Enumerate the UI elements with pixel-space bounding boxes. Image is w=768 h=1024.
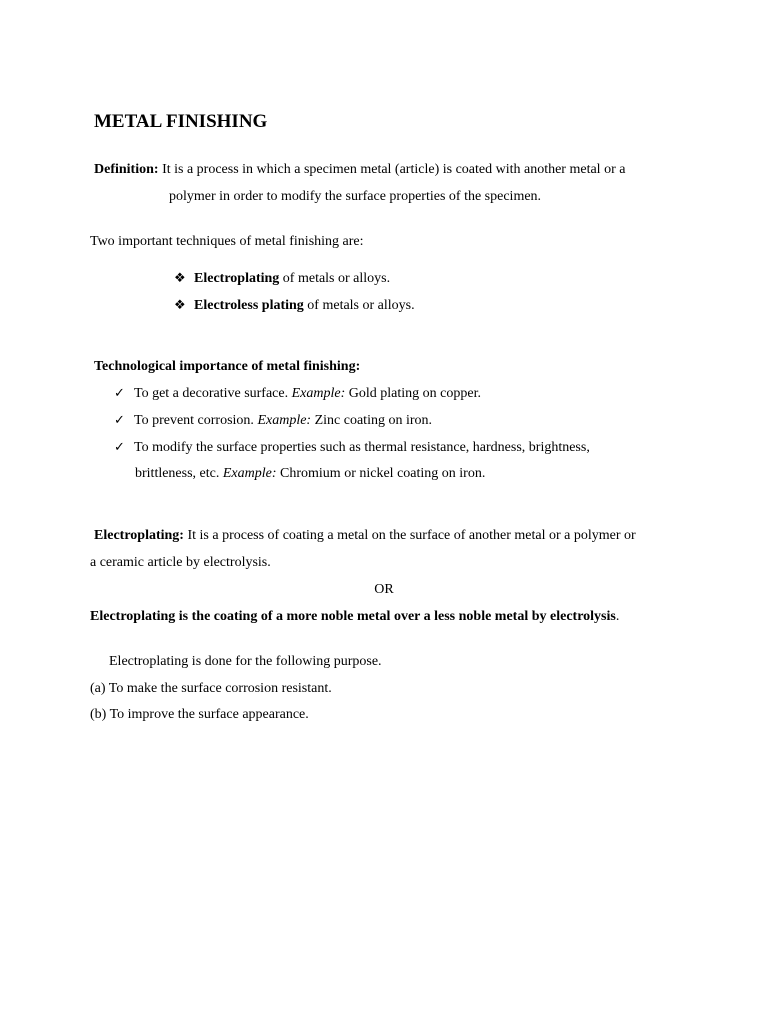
importance-heading-text: Technological importance of metal finishing: (94, 359, 361, 374)
diamond-bullet-icon: ❖ (174, 270, 186, 285)
importance-item (114, 411, 432, 430)
definition-label: Definition: (94, 162, 159, 177)
importance-item-text: brittleness, etc. (135, 466, 223, 481)
importance-heading (94, 358, 360, 376)
purpose-item: (a) To make the surface corrosion resistant. (90, 681, 332, 696)
importance-item-text: To modify the surface properties such as thermal resistance, hardness, brightness, (134, 440, 590, 455)
electroplating-text-1: It is a process of coating a metal on the surface of another metal or a polymer or (183, 528, 636, 543)
definition-line-1 (94, 161, 625, 179)
technique-rest: of metals or alloys. (303, 298, 415, 313)
example-label: Example: (257, 413, 312, 428)
importance-item (114, 438, 590, 457)
technique-item (174, 296, 415, 315)
page-title: METAL FINISHING (94, 111, 268, 132)
importance-item-text: To prevent corrosion. (134, 413, 258, 428)
definition-text-1: It is a process in which a specimen metal (article) is coated with another metal or a (158, 162, 626, 177)
check-icon: ✓ (114, 412, 125, 427)
electroplating-line-1 (94, 527, 636, 545)
technique-rest: of metals or alloys. (279, 271, 391, 286)
diamond-bullet-icon: ❖ (174, 297, 186, 312)
example-text: Zinc coating on iron. (311, 413, 433, 428)
technique-item (174, 269, 390, 288)
electroplating-bold-statement (90, 608, 619, 626)
technique-name: Electroless plating (194, 298, 304, 313)
importance-item-continuation (135, 465, 485, 483)
example-label: Example: (291, 386, 346, 401)
example-label: Example: (222, 466, 277, 481)
importance-item-text: To get a decorative surface. (134, 386, 292, 401)
check-icon: ✓ (114, 439, 125, 454)
electroplating-label: Electroplating: (94, 528, 184, 543)
example-text: Gold plating on copper. (345, 386, 481, 401)
bold-statement-text: Electroplating is the coating of a more noble metal over a less noble metal by electrolysis (90, 609, 616, 624)
bold-statement-end: . (615, 609, 620, 624)
techniques-intro: Two important techniques of metal finishing are: (90, 234, 364, 249)
importance-item (114, 384, 481, 403)
check-icon: ✓ (114, 385, 125, 400)
purpose-item: (b) To improve the surface appearance. (90, 707, 309, 722)
electroplating-line-2: a ceramic article by electrolysis. (90, 555, 271, 570)
purpose-intro: Electroplating is done for the following purpose. (109, 654, 382, 669)
definition-line-2: polymer in order to modify the surface properties of the specimen. (169, 189, 542, 204)
technique-name: Electroplating (194, 271, 280, 286)
or-separator: OR (374, 582, 394, 597)
example-text: Chromium or nickel coating on iron. (276, 466, 486, 481)
